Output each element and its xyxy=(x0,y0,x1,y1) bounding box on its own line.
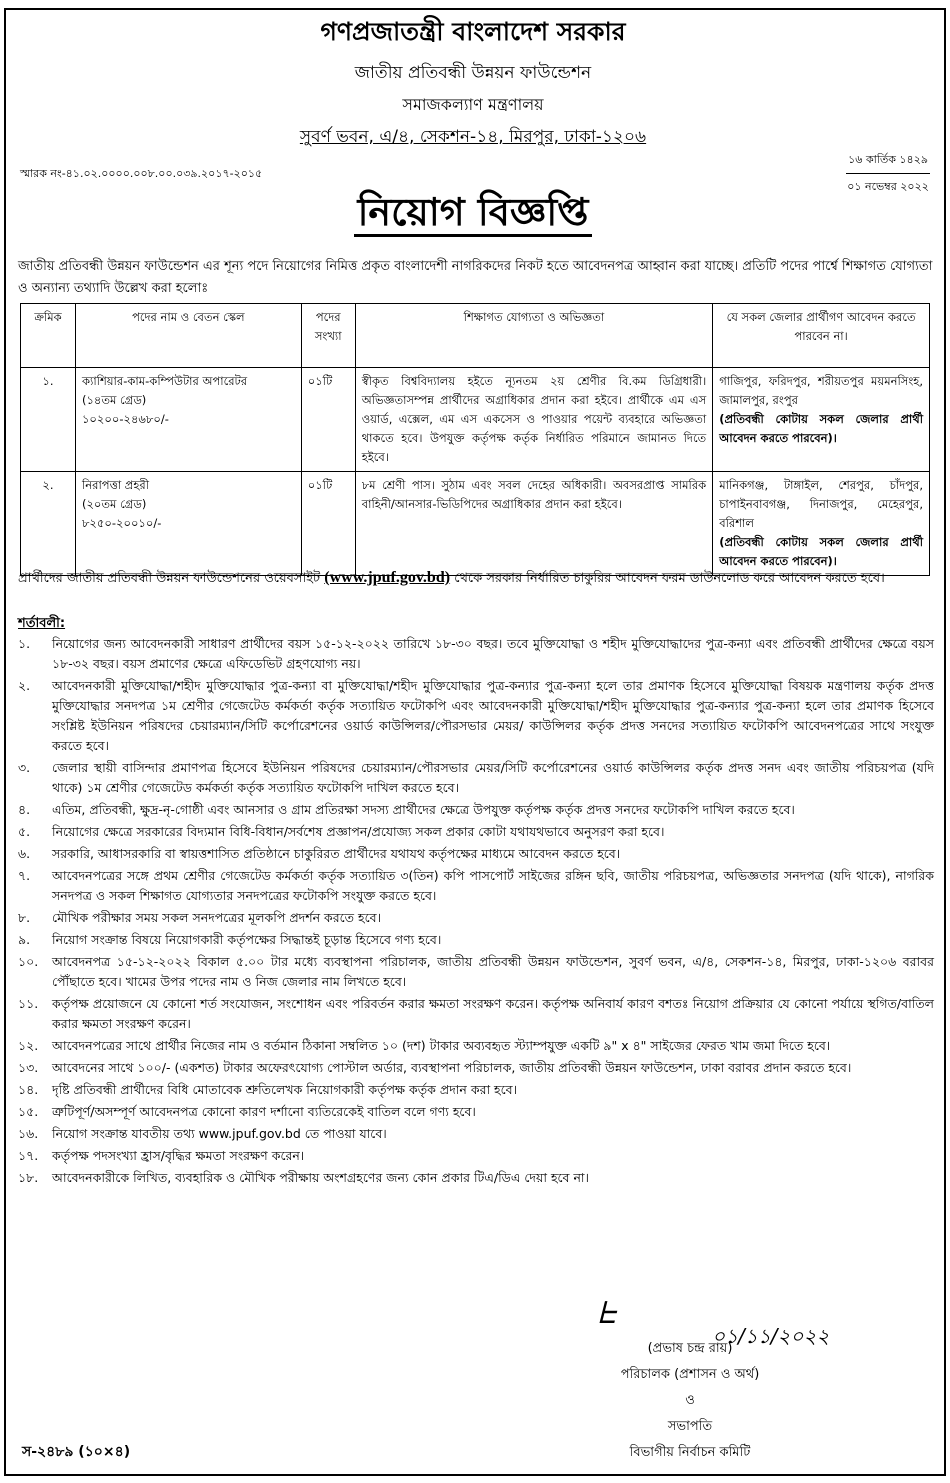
condition-text: আবেদনপত্র ১৫-১২-২০২২ বিকাল ৫.০০ টার মধ্যে ব্যবস্থাপনা পরিচালক, জাতীয় প্রতিবন্ধী উন্নয়ন ফাউন্ডেশন, সুবর্ণ ভবন, এ/৪, সেকশন-১৪, মিরপুর, ঢাকা-১২০৬ বরাবর পৌঁছাতে হবে। খামের উপর পদের নাম ও নিজ জেলার নাম লিখতে হবে। xyxy=(52,954,934,989)
intro-paragraph: জাতীয় প্রতিবন্ধী উন্নয়ন ফাউন্ডেশন এর শূন্য পদে নিয়োগের নিমিত্ত প্রকৃত বাংলাদেশী নাগরিকদের নিকট হতে আবেদনপত্র আহ্বান করা যাচ্ছে। প্রতিটি পদের পার্শ্বে শিক্ষাগত যোগ্যতা ও অন্যান্য তথ্যাদি উল্লেখ করা হলোঃ xyxy=(18,259,933,296)
post-name: ক্যাশিয়ার-কাম-কম্পিউটার অপারেটর xyxy=(81,374,248,388)
districts: মানিকগঞ্জ, টাঙ্গাইল, শেরপুর, চাঁদপুর, চাপাইনবাবগঞ্জ, দিনাজপুর, মেহেরপুর, বরিশাল xyxy=(719,478,923,530)
ad-code: স-২৪৮৯ (১০×৪) xyxy=(22,1444,131,1460)
handwritten-date: ০১/১১/২০২২ xyxy=(712,1324,830,1348)
condition-text: নিয়োগ সংক্রান্ত বিষয়ে নিয়োগকারী কর্তৃপক্ষের সিদ্ধান্তই চূড়ান্ত হিসেবে গণ্য হবে। xyxy=(52,932,442,947)
condition-number: ৮. xyxy=(18,910,31,925)
condition-number: ৬. xyxy=(18,846,31,861)
condition-item xyxy=(18,1124,934,1144)
col-count: পদের সংখ্যা xyxy=(301,304,355,368)
and-text: ও xyxy=(685,1393,695,1408)
condition-item xyxy=(18,634,934,674)
table-header xyxy=(21,304,930,368)
condition-number: ৭. xyxy=(18,868,31,883)
condition-number: ৩. xyxy=(18,760,31,775)
memo-number: স্মারক নং-৪১.০২.০০০০.০০৮.০০.০৩৯.২০১৭-২০১৫ xyxy=(20,167,263,180)
conditions-title: শর্তাবলী: xyxy=(18,616,66,631)
organization-name: জাতীয় প্রতিবন্ধী উন্নয়ন ফাউন্ডেশন xyxy=(354,63,592,83)
signatory-name: (প্রভাষ চন্দ্র রায়) xyxy=(647,1341,733,1356)
grade: (১৪তম গ্রেড) xyxy=(81,393,147,407)
apply-instructions xyxy=(18,567,934,590)
condition-item xyxy=(18,952,934,992)
condition-item xyxy=(18,1102,934,1122)
post-cell xyxy=(75,472,301,576)
condition-item xyxy=(18,822,934,842)
condition-text: মৌখিক পরীক্ষার সময় সকল সনদপত্রের মূলকপি প্রদর্শন করতে হবে। xyxy=(52,910,382,925)
condition-item xyxy=(18,1146,934,1166)
serial: ১. xyxy=(21,368,76,472)
districts: গাজিপুর, ফরিদপুর, শরীয়তপুর ময়মনসিংহ, জামালপুর, রংপুর xyxy=(719,374,923,407)
condition-number: ১৬. xyxy=(18,1126,39,1141)
pay-scale: ১০২০০-২৪৬৮০/- xyxy=(81,412,169,426)
condition-text: কর্তৃপক্ষ পদসংখ্যা হ্রাস/বৃদ্ধির ক্ষমতা সংরক্ষণ করেন। xyxy=(52,1148,305,1163)
condition-number: ৫. xyxy=(18,824,31,839)
condition-item xyxy=(18,844,934,864)
condition-number: ৪. xyxy=(18,802,31,817)
condition-number: ৯. xyxy=(18,932,31,947)
condition-item xyxy=(18,1036,934,1056)
condition-item xyxy=(18,994,934,1034)
districts-cell xyxy=(713,368,930,472)
condition-number: ১৭. xyxy=(18,1148,39,1163)
condition-text: নিয়োগ সংক্রান্ত যাবতীয় তথ্য www.jpuf.gov.bd তে পাওয়া যাবে। xyxy=(52,1126,387,1141)
condition-text: আবেদনকারীকে লিখিত, ব্যবহারিক ও মৌখিক পরীক্ষায় অংশগ্রহণের জন্য কোন প্রকার টিএ/ডিএ দেয়া হবে না। xyxy=(52,1170,590,1185)
condition-text: এতিম, প্রতিবন্ধী, ক্ষুদ্র-নৃ-গোষ্ঠী এবং আনসার ও গ্রাম প্রতিরক্ষা সদস্য প্রার্থীদের ক্ষেত্রে উপযুক্ত কর্তৃপক্ষ কর্তৃক প্রদত্ত সনদের ফটোকপি দাখিল করতে হবে। xyxy=(52,802,795,817)
signature-mark: ᖶ xyxy=(598,1296,616,1331)
government-name: গণপ্রজাতন্ত্রী বাংলাদেশ সরকার xyxy=(320,17,626,46)
english-date: ০১ নভেম্বর ২০২২ xyxy=(847,180,929,193)
condition-text: জেলার স্থায়ী বাসিন্দার প্রমাণপত্র হিসেবে ইউনিয়ন পরিষদের চেয়ারম্যান/পৌরসভার মেয়র/সিটি কর্পোরেশনের ওয়ার্ড কাউন্সিলর কর্তৃক প্রদত্ত সনদ এবং জাতীয় পরিচয়পত্র (যদি থাকে) ১ম শ্রেণীর গেজেটেড কর্মকর্তা কর্তৃক সত্যায়িত ফটোকপি দাখিল করতে হবে। xyxy=(52,760,934,795)
col-serial: ক্রমিক xyxy=(21,304,76,368)
condition-number: ১১. xyxy=(18,996,39,1011)
condition-number: ২. xyxy=(18,678,31,693)
condition-number: ১. xyxy=(18,636,31,651)
condition-item xyxy=(18,1168,934,1188)
condition-number: ১০. xyxy=(18,954,39,969)
condition-text: কর্তৃপক্ষ প্রয়োজনে যে কোনো শর্ত সংযোজন, সংশোধন এবং পরিবর্তন করার ক্ষমতা সংরক্ষণ করেন। কর্তৃপক্ষ অনিবার্য কারণ বশতঃ নিয়োগ প্রক্রিয়ার যে কোনো পর্যায়ে স্থগিত/বাতিল করার ক্ষমতা সংরক্ষণ করেন। xyxy=(52,996,934,1031)
condition-text: আবেদনকারী মুক্তিযোদ্ধা/শহীদ মুক্তিযোদ্ধার পুত্র-কন্যা বা মুক্তিযোদ্ধা/শহীদ মুক্তিযোদ্ধার পুত্র-কন্যার পুত্র-কন্যা হলে তার প্রমাণক হিসেবে মুক্তিযোদ্ধা বিষয়ক মন্ত্রণালয় কর্তৃক প্রদত্ত মুক্তিযোদ্ধার সনদপত্র ১ম শ্রেণীর গেজেটেড কর্মকর্তা কর্তৃক সত্যায়িত ফটোকপি এবং আবেদনকারী মুক্তিযোদ্ধা/শহীদ মুক্তিযোদ্ধার পুত্র-কন্যার পুত্র-কন্যা হলে তার প্রমাণক হিসেবে সংশ্লিষ্ট ইউনিয়ন পরিষদের চেয়ারম্যান/সিটি কর্পোরেশনের ওয়ার্ড কাউন্সিলর/পৌরসভার মেয়র/ কাউন্সিলর কর্তৃক প্রদত্ত সনদের সত্যায়িত ফটোকপি আবেদনপত্রের সাথে সংযুক্ত করতে হবে। xyxy=(52,678,934,753)
qualification: ৮ম শ্রেণী পাস। সুঠাম এবং সবল দেহের অধিকারী। অবসরপ্রাপ্ত সামরিক বাহিনী/আনসার-ভিডিপিদের অগ্রাধিকার প্রদান করা হইবে। xyxy=(355,472,713,576)
condition-text: নিয়োগের ক্ষেত্রে সরকারের বিদ্যমান বিধি-বিধান/সর্বশেষ প্রজ্ঞাপন/প্রযোজ্য সকল প্রকার কোটা যথাযথভাবে অনুসরণ করা হবে। xyxy=(52,824,665,839)
bangla-date: ১৬ কার্তিক ১৪২৯ xyxy=(846,151,930,174)
website-link[interactable]: (www.jpuf.gov.bd) xyxy=(324,569,451,586)
condition-item xyxy=(18,866,934,906)
post-count: ০১টি xyxy=(301,368,355,472)
signatory-role: সভাপতি xyxy=(667,1419,713,1434)
notice-title-text: নিয়োগ বিজ্ঞপ্তি xyxy=(354,190,593,237)
condition-text: নিয়োগের জন্য আবেদনকারী সাধারণ প্রার্থীদের বয়স ১৫-১২-২০২২ তারিখে ১৮-৩০ বছর। তবে মুক্তিযোদ্ধা ও শহীদ মুক্তিযোদ্ধাদের পুত্র-কন্যা এবং প্রতিবন্ধী প্রার্থীদের ক্ষেত্রে বয়স ১৮-৩২ বছর। বয়স প্রমাণের ক্ষেত্রে এফিডেভিট গ্রহণযোগ্য নয়। xyxy=(52,636,934,671)
quota-note: (প্রতিবন্ধী কোটায় সকল জেলার প্রার্থী আবেদন করতে পারবেন)। xyxy=(719,412,923,445)
condition-number: ১৪. xyxy=(18,1082,39,1097)
post-name: নিরাপত্তা প্রহরী xyxy=(81,478,150,492)
vacancy-table xyxy=(20,303,930,576)
grade: (২০তম গ্রেড) xyxy=(81,497,147,511)
condition-number: ১৫. xyxy=(18,1104,39,1119)
ministry-name: সমাজকল্যাণ মন্ত্রণালয় xyxy=(402,95,544,114)
post-count: ০১টি xyxy=(301,472,355,576)
signatory-designation: পরিচালক (প্রশাসন ও অর্থ) xyxy=(620,1367,760,1382)
condition-text: ত্রুটিপূর্ণ/অসম্পূর্ণ আবেদনপত্র কোনো কারণ দর্শানো ব্যতিরেকেই বাতিল বলে গণ্য হবে। xyxy=(52,1104,476,1119)
condition-text: আবেদনের সাথে ১০০/- (একশত) টাকার অফেরৎযোগ্য পোস্টাল অর্ডার, ব্যবস্থাপনা পরিচালক, জাতীয় প্রতিবন্ধী উন্নয়ন ফাউন্ডেশন, ঢাকা বরাবর প্রদান করতে হবে। xyxy=(52,1060,852,1075)
condition-number: ১২. xyxy=(18,1038,39,1053)
condition-item xyxy=(18,930,934,950)
condition-item xyxy=(18,800,934,820)
condition-number: ১৩. xyxy=(18,1060,39,1075)
col-districts: যে সকল জেলার প্রার্থীগণ আবেদন করতে পারবেন না। xyxy=(713,304,930,368)
address xyxy=(0,124,946,152)
condition-text: সরকারি, আধাসরকারি বা স্বায়ত্তশাসিত প্রতিষ্ঠানে চাকুরিরত প্রার্থীদের যথাযথ কর্তৃপক্ষের মাধ্যমে আবেদন করতে হবে। xyxy=(52,846,621,861)
conditions-list xyxy=(18,634,934,1190)
post-cell xyxy=(75,368,301,472)
districts-cell xyxy=(713,472,930,576)
apply-text-end: থেকে সরকার নির্ধারিত চাকুরির আবেদন ফরম ডাউনলোড করে আবেদন করতে হবে। xyxy=(450,571,885,586)
condition-item xyxy=(18,1080,934,1100)
condition-number: ১৮. xyxy=(18,1170,39,1185)
col-qualification: শিক্ষাগত যোগ্যতা ও অভিজ্ঞতা xyxy=(355,304,713,368)
qualification: স্বীকৃত বিশ্ববিদ্যালয় হইতে ন্যূনতম ২য় শ্রেণীর বি.কম ডিগ্রিধারী। অভিজ্ঞতাসম্পন্ন প্রার্থীদের অগ্রাধিকার প্রদান করা হইবে। প্রার্থীকে এম এস ওয়ার্ড, এক্সেল, এম এস একসেস ও পাওয়ার পয়েন্ট ব্যবহারে অভিজ্ঞতা থাকতে হবে। উপযুক্ত কর্তৃপক্ষ কর্তৃক নির্ধারিত পরিমানে জামানত দিতে হইবে। xyxy=(355,368,713,472)
notice-title xyxy=(0,183,946,247)
apply-text: প্রার্থীদের জাতীয় প্রতিবন্ধী উন্নয়ন ফাউন্ডেশনের ওয়েবসাইট xyxy=(18,571,325,586)
condition-item xyxy=(18,908,934,928)
col-post: পদের নাম ও বেতন স্কেল xyxy=(75,304,301,368)
condition-item xyxy=(18,1058,934,1078)
condition-text: দৃষ্টি প্রতিবন্ধী প্রার্থীদের বিধি মোতাবেক শ্রুতিলেখক নিয়োগকারী কর্তৃপক্ষ কর্তৃক প্রদান করা হবে। xyxy=(52,1082,518,1097)
condition-item xyxy=(18,676,934,756)
table-row xyxy=(21,472,930,576)
committee-name: বিভাগীয় নির্বাচন কমিটি xyxy=(629,1445,751,1460)
condition-item xyxy=(18,758,934,798)
serial: ২. xyxy=(21,472,76,576)
pay-scale: ৮২৫০-২০০১০/- xyxy=(81,516,162,530)
signature-block xyxy=(560,1318,820,1466)
condition-text: আবেদনপত্রের সাথে প্রার্থীর নিজের নাম ও বর্তমান ঠিকানা সম্বলিত ১০ (দশ) টাকার অব্যবহৃত স্ট্যাম্পযুক্ত একটি ৯" x ৪" সাইজের ফেরত খাম জমা দিতে হবে। xyxy=(52,1038,831,1053)
condition-text: আবেদনপত্রের সঙ্গে প্রথম শ্রেণীর গেজেটেড কর্মকর্তা কর্তৃক সত্যায়িত ৩(তিন) কপি পাসপোর্ট সাইজের রঙ্গিন ছবি, জাতীয় পরিচয়পত্র, অভিজ্ঞতার সনদপত্র (যদি থাকে), নাগরিক সনদপত্র ও সকল শিক্ষাগত যোগ্যতার সনদপত্রের ফটোকপি সংযুক্ত করতে হবে। xyxy=(52,868,934,903)
quota-note: (প্রতিবন্ধী কোটায় সকল জেলার প্রার্থী আবেদন করতে পারবেন)। xyxy=(719,535,923,568)
address-text: সুবর্ণ ভবন, এ/৪, সেকশন-১৪, মিরপুর, ঢাকা-১২০৬ xyxy=(299,127,647,147)
table-row xyxy=(21,368,930,472)
